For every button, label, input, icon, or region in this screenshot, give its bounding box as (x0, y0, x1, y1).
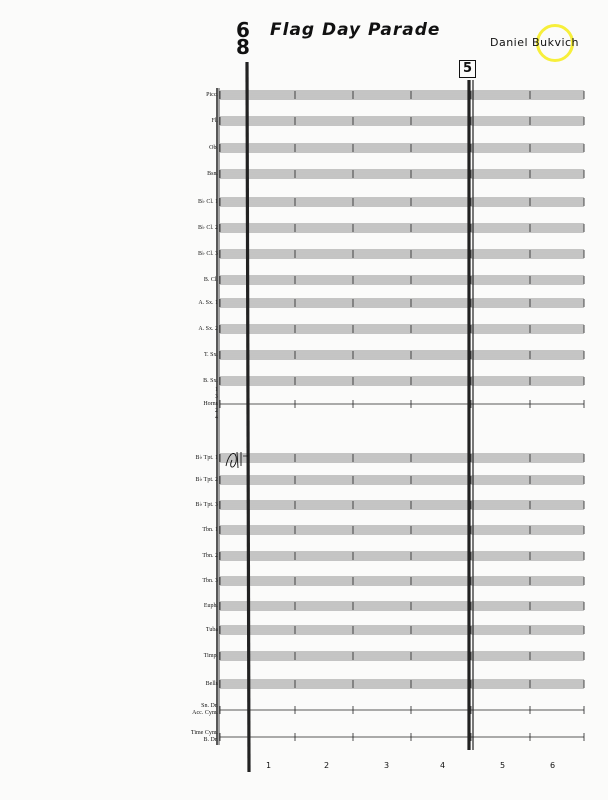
instrument-label: B♭ Tpt. 1 (195, 454, 218, 461)
measure-number: 4 (440, 761, 446, 770)
instrument-label: B. Sx. (203, 377, 218, 384)
handwritten-barline (247, 62, 249, 772)
instrument-label: A. Sx. 2 (198, 325, 218, 332)
instrument-label: Picc. (206, 91, 218, 98)
measure-number: 3 (384, 761, 390, 770)
composer-name: Daniel Bukvich (490, 36, 580, 49)
instrument-label: Tbn. 2 (202, 552, 218, 559)
measure-number: 6 (550, 761, 556, 770)
instrument-label: Bells (205, 680, 218, 687)
measure-number: 5 (500, 761, 506, 770)
rehearsal-mark: 5 (459, 60, 476, 78)
instrument-label: A. Sx. 1 (198, 299, 218, 306)
instrument-label: Timp. (203, 652, 218, 659)
time-signature-bottom: 8 (236, 35, 250, 59)
instrument-label: Fl. (211, 117, 218, 124)
instrument-label: Euph. (203, 602, 218, 609)
instrument-label: Ob. (209, 144, 218, 151)
instrument-label: B♭ Cl. 2 (197, 224, 218, 231)
score-title: Flag Day Parade (270, 20, 441, 40)
instrument-label: Tuba (205, 626, 218, 633)
instrument-label: B♭ Tpt. 3 (195, 501, 218, 508)
instrument-label: Sn. Dr. Acc. Cym. (192, 703, 218, 716)
measure-number: 2 (324, 761, 330, 770)
time-signature-top: 6 (236, 18, 250, 42)
measure-number: 1 (266, 761, 272, 770)
instrument-label: Bsn. (207, 170, 218, 177)
instrument-label: Tbn. 1 (202, 526, 218, 533)
instrument-label: Tbn. 3 (202, 577, 218, 584)
instrument-label: B. Cl. (203, 276, 218, 283)
instrument-label: B♭ Cl. 3 (197, 250, 218, 257)
instrument-label: 1 3 Horns 2 4 (203, 386, 218, 421)
instrument-label: Time Cym. B. Dr. (190, 730, 218, 743)
instrument-label: B♭ Cl. 1 (197, 198, 218, 205)
instrument-label: T. Sx. (203, 351, 218, 358)
instrument-label: B♭ Tpt. 2 (195, 476, 218, 483)
